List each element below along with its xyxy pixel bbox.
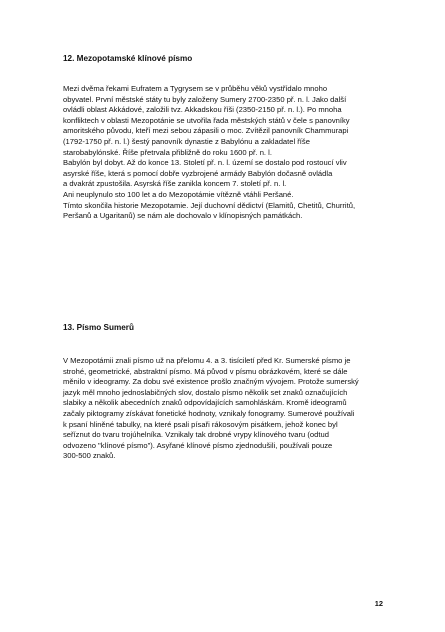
paragraph-line: měnilo v ideogramy. Za dobu své existence prošlo značným vývojem. Protože sumerský (63, 377, 359, 387)
paragraph-line: obyvatel. První městské státy tu byly založeny Sumery 2700-2350 př. n. l. Jako další (63, 94, 347, 104)
paragraph-line: jazyk měl mnoho jednoslabičných slov, dostalo písmo několik set znaků označujících (63, 387, 348, 397)
section-13-paragraph (63, 356, 359, 462)
paragraph-line: Ani neuplynulo sto 100 let a do Mezopotámie vítězně vtáhli Peršané. (63, 189, 294, 199)
paragraph-line: Mezi dvěma řekami Eufratem a Tygrysem se v průběhu věků vystřídalo mnoho (63, 84, 328, 93)
paragraph-line: Peršanů a Ugaritanů) se nám ale dochovalo v klínopisných památkách. (63, 211, 303, 221)
paragraph-line: začaly piktogramy získávat fonetické hodnoty, vznikaly fonogramy. Sumerové používali (63, 408, 355, 418)
paragraph-line: V Mezopotámii znali písmo už na přelomu 4. a 3. tisíciletí před Kr. Sumerské písmo je (63, 356, 351, 365)
paragraph-line: a dvakrát zpustošila. Asyrská říše zanikla koncem 7. století př. n. l. (63, 179, 287, 189)
section-13-heading: 13. Písmo Sumerů (63, 323, 134, 332)
paragraph-line: konfliktech v oblasti Mezopotánie se utvořila řada městských států v čele s panovníky (63, 115, 350, 125)
paragraph-line: asyrské říše, která s pomocí dobře vyzbrojené armády Babylón dočasně ovládla (63, 168, 333, 178)
paragraph-line: amoritského původu, kteří mezi sebou zápasili o moc. Zvítězil panovník Chammurapi (63, 126, 349, 136)
paragraph-line: odvozeno "klínové písmo"). Asyřané klínové písmo zjednodušili, používali pouze (63, 440, 333, 450)
paragraph-line: 300-500 znaků. (63, 451, 116, 461)
section-12-paragraph (63, 84, 355, 222)
paragraph-line: seříznut do tvaru trojúhelníka. Vznikaly tak drobné vrypy klínového tvaru (odtud (63, 430, 329, 440)
page-number: 12 (374, 599, 383, 608)
paragraph-line: strohé, geometrické, abstraktní písmo. Má původ v písmu obrázkovém, které se dále (63, 366, 348, 376)
paragraph-line: Tímto skončila historie Mezopotamie. Její duchovní dědictví (Elamitů, Chetitů, Churritů, (63, 200, 356, 210)
section-12-heading: 12. Mezopotamské klínové písmo (63, 54, 193, 63)
paragraph-line: starobabylónské. Říše přetrvala přibližně do roku 1600 př. n. l. (63, 147, 272, 157)
paragraph-line: Babylón byl dobyt. Až do konce 13. Století př. n. l. území se dostalo pod rostoucí vliv (63, 158, 347, 168)
paragraph-line: slabiky a několik abecedních znaků odpovídajících samohláskám. Kromě ideogramů (63, 398, 347, 408)
paragraph-line: ovládli oblast Akkádové, založili tvz. Akkadskou říši (2350-2150 př. n. l.). Po mnoha (63, 105, 342, 115)
paragraph-line: k psaní hliněné tabulky, na které psali písaři rákosovým pisátkem, jehož konec byl (63, 419, 338, 429)
paragraph-line: (1792-1750 př. n. l.) šestý panovník dynastie z Babylónu a zakladatel říše (63, 136, 310, 146)
